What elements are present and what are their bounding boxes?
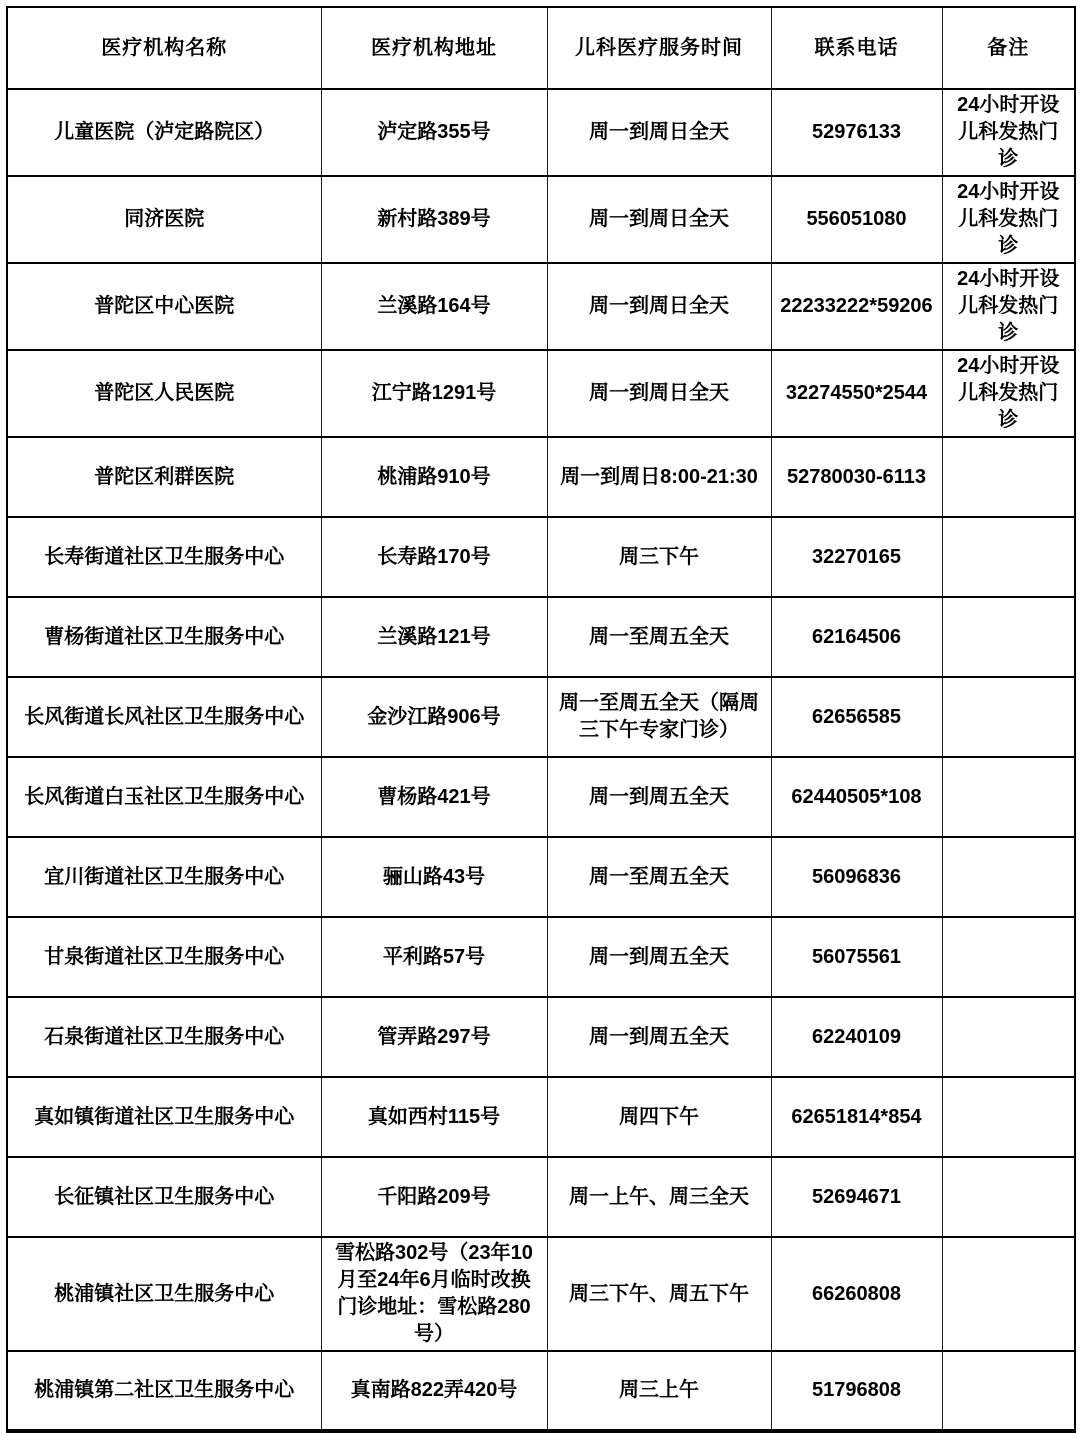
cell-remark xyxy=(942,437,1075,517)
cell-name: 真如镇街道社区卫生服务中心 xyxy=(7,1077,321,1157)
column-header-institution-name: 医疗机构名称 xyxy=(7,7,321,89)
cell-phone: 62240109 xyxy=(771,997,942,1077)
table-row xyxy=(7,437,1075,517)
cell-phone: 32270165 xyxy=(771,517,942,597)
table-row xyxy=(7,1237,1075,1351)
cell-phone: 62164506 xyxy=(771,597,942,677)
column-header-institution-address: 医疗机构地址 xyxy=(321,7,547,89)
cell-time: 周一上午、周三全天 xyxy=(547,1157,771,1237)
cell-name: 长风街道白玉社区卫生服务中心 xyxy=(7,757,321,837)
table-row xyxy=(7,757,1075,837)
cell-phone: 22233222*59206 xyxy=(771,263,942,350)
column-header-service-time: 儿科医疗服务时间 xyxy=(547,7,771,89)
medical-institutions-table xyxy=(6,6,1076,1433)
cell-remark: 24小时开设儿科发热门诊 xyxy=(942,350,1075,437)
cell-time: 周一到周五全天 xyxy=(547,757,771,837)
cell-time: 周四下午 xyxy=(547,1077,771,1157)
cell-time: 周一到周日8:00-21:30 xyxy=(547,437,771,517)
cell-address: 曹杨路421号 xyxy=(321,757,547,837)
cell-time: 周一到周日全天 xyxy=(547,176,771,263)
cell-name: 甘泉街道社区卫生服务中心 xyxy=(7,917,321,997)
cell-phone: 66260808 xyxy=(771,1237,942,1351)
cell-time: 周三下午、周五下午 xyxy=(547,1237,771,1351)
cell-address: 泸定路355号 xyxy=(321,89,547,176)
cell-phone: 62440505*108 xyxy=(771,757,942,837)
cell-time: 周一至周五全天 xyxy=(547,837,771,917)
table-row xyxy=(7,997,1075,1077)
cell-time: 周一至周五全天（隔周三下午专家门诊） xyxy=(547,677,771,757)
table-row xyxy=(7,917,1075,997)
cell-phone: 62656585 xyxy=(771,677,942,757)
cell-time: 周一到周五全天 xyxy=(547,917,771,997)
cell-address: 长寿路170号 xyxy=(321,517,547,597)
cell-remark: 24小时开设儿科发热门诊 xyxy=(942,89,1075,176)
table-row xyxy=(7,837,1075,917)
cell-phone: 51796808 xyxy=(771,1351,942,1431)
cell-remark xyxy=(942,1237,1075,1351)
cell-time: 周一到周五全天 xyxy=(547,997,771,1077)
cell-phone: 556051080 xyxy=(771,176,942,263)
cell-phone: 52976133 xyxy=(771,89,942,176)
cell-name: 桃浦镇社区卫生服务中心 xyxy=(7,1237,321,1351)
cell-remark xyxy=(942,837,1075,917)
cell-address: 平利路57号 xyxy=(321,917,547,997)
cell-address: 新村路389号 xyxy=(321,176,547,263)
table-row xyxy=(7,677,1075,757)
cell-remark xyxy=(942,1157,1075,1237)
cell-remark xyxy=(942,997,1075,1077)
cell-remark: 24小时开设儿科发热门诊 xyxy=(942,263,1075,350)
cell-address: 兰溪路164号 xyxy=(321,263,547,350)
cell-address: 江宁路1291号 xyxy=(321,350,547,437)
table-row xyxy=(7,1351,1075,1431)
cell-name: 普陀区利群医院 xyxy=(7,437,321,517)
table-row xyxy=(7,517,1075,597)
cell-phone: 52780030-6113 xyxy=(771,437,942,517)
cell-remark xyxy=(942,597,1075,677)
cell-time: 周三下午 xyxy=(547,517,771,597)
cell-phone: 62651814*854 xyxy=(771,1077,942,1157)
cell-address: 管弄路297号 xyxy=(321,997,547,1077)
cell-name: 宜川街道社区卫生服务中心 xyxy=(7,837,321,917)
table-row xyxy=(7,89,1075,176)
cell-address: 千阳路209号 xyxy=(321,1157,547,1237)
cell-name: 同济医院 xyxy=(7,176,321,263)
cell-address: 雪松路302号（23年10月至24年6月临时改换门诊地址：雪松路280号） xyxy=(321,1237,547,1351)
cell-remark xyxy=(942,677,1075,757)
cell-name: 长征镇社区卫生服务中心 xyxy=(7,1157,321,1237)
cell-phone: 52694671 xyxy=(771,1157,942,1237)
table-row xyxy=(7,597,1075,677)
cell-address: 真南路822弄420号 xyxy=(321,1351,547,1431)
cell-address: 金沙江路906号 xyxy=(321,677,547,757)
cell-time: 周三上午 xyxy=(547,1351,771,1431)
cell-name: 桃浦镇第二社区卫生服务中心 xyxy=(7,1351,321,1431)
cell-phone: 56075561 xyxy=(771,917,942,997)
cell-remark xyxy=(942,1351,1075,1431)
cell-name: 长风街道长风社区卫生服务中心 xyxy=(7,677,321,757)
table-row xyxy=(7,263,1075,350)
table-row xyxy=(7,1077,1075,1157)
cell-name: 长寿街道社区卫生服务中心 xyxy=(7,517,321,597)
cell-address: 真如西村115号 xyxy=(321,1077,547,1157)
cell-remark xyxy=(942,1077,1075,1157)
table-row xyxy=(7,350,1075,437)
cell-address: 骊山路43号 xyxy=(321,837,547,917)
cell-name: 儿童医院（泸定路院区） xyxy=(7,89,321,176)
cell-name: 石泉街道社区卫生服务中心 xyxy=(7,997,321,1077)
cell-time: 周一到周日全天 xyxy=(547,350,771,437)
cell-address: 兰溪路121号 xyxy=(321,597,547,677)
cell-name: 普陀区中心医院 xyxy=(7,263,321,350)
table-row xyxy=(7,1157,1075,1237)
cell-time: 周一至周五全天 xyxy=(547,597,771,677)
cell-name: 普陀区人民医院 xyxy=(7,350,321,437)
cell-time: 周一到周日全天 xyxy=(547,263,771,350)
cell-name: 曹杨街道社区卫生服务中心 xyxy=(7,597,321,677)
column-header-remarks: 备注 xyxy=(942,7,1075,89)
table-row xyxy=(7,176,1075,263)
column-header-contact-phone: 联系电话 xyxy=(771,7,942,89)
cell-remark xyxy=(942,757,1075,837)
header-row xyxy=(7,7,1075,89)
cell-remark xyxy=(942,917,1075,997)
cell-time: 周一到周日全天 xyxy=(547,89,771,176)
cell-phone: 56096836 xyxy=(771,837,942,917)
cell-remark: 24小时开设儿科发热门诊 xyxy=(942,176,1075,263)
cell-phone: 32274550*2544 xyxy=(771,350,942,437)
cell-remark xyxy=(942,517,1075,597)
cell-address: 桃浦路910号 xyxy=(321,437,547,517)
